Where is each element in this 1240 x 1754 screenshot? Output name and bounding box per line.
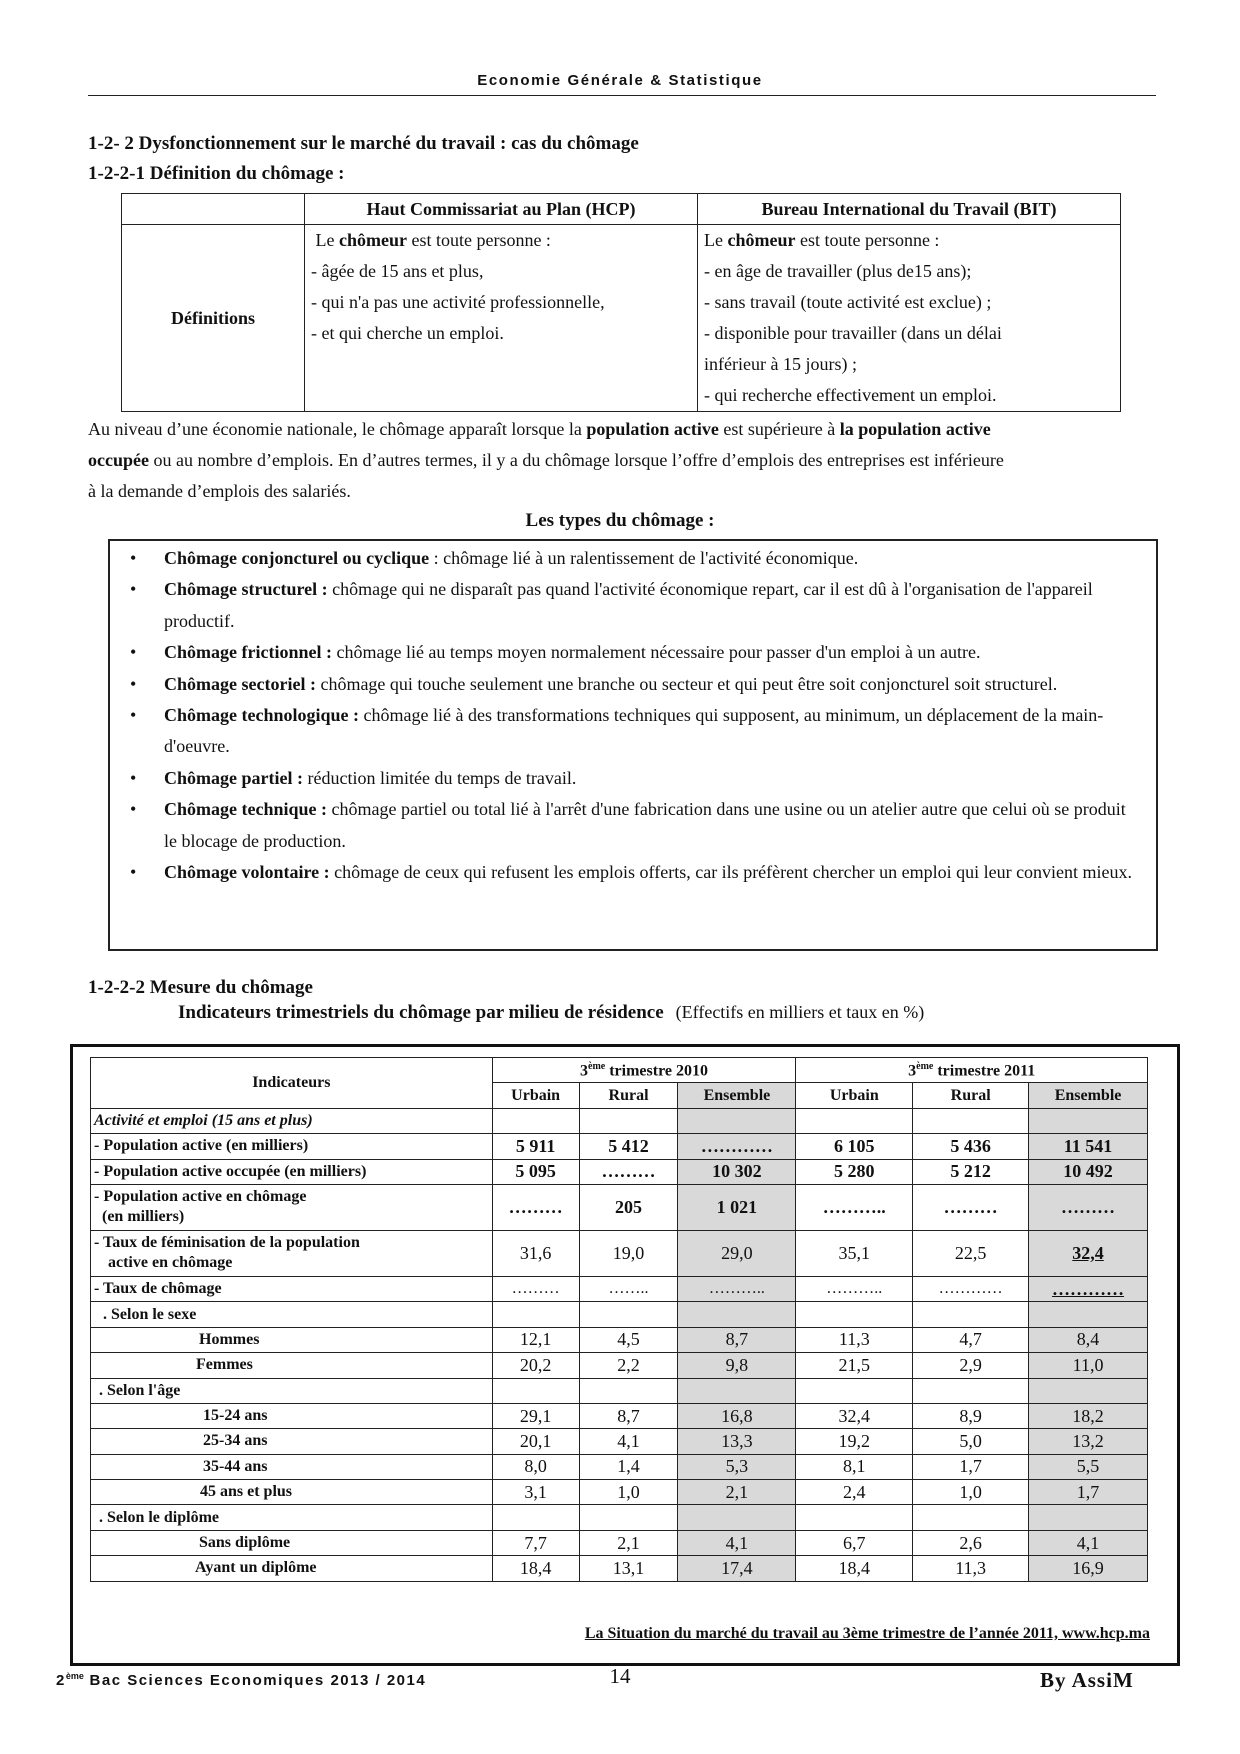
bit-line: - en âge de travailler (plus de15 ans); <box>704 261 972 281</box>
list-item: • Chômage technique : chômage partiel ou total lié à l'arrêt d'une fabrication dans une usine ou un atelier autre que celui où se produit le blocage de production. <box>130 799 1126 851</box>
table-row: . Selon le sexe <box>91 1302 1148 1327</box>
col-header-indicateurs: Indicateurs <box>91 1058 493 1109</box>
bit-line: - disponible pour travailler (dans un délai <box>704 323 1002 343</box>
table-row: . Selon l'âge <box>91 1378 1148 1403</box>
table-row: Activité et emploi (15 ans et plus) <box>91 1108 1148 1133</box>
table-row: - Population active en chômage (en milliers) ……… 205 1 021 ……….. ……… ……… <box>91 1184 1148 1230</box>
hcp-line: - et qui cherche un emploi. <box>311 323 504 343</box>
indicators-table <box>90 1057 1148 1582</box>
intro-paragraph: Au niveau d’une économie nationale, le chômage apparaît lorsque la population active est supérieure à la population active occupée ou au nombre d’emplois. En d’autres termes, il y a du chômage lorsque l’offre d’emplois des entreprises est inférieure à la demande d’emplois des salariés. <box>88 419 1004 501</box>
bit-line: inférieur à 15 jours) ; <box>704 354 857 374</box>
sub-header: Rural <box>579 1083 678 1108</box>
sub-header: Urbain <box>492 1083 579 1108</box>
col-header-hcp: Haut Commissariat au Plan (HCP) <box>305 194 698 225</box>
list-item: • Chômage structurel : chômage qui ne disparaît pas quand l'activité économique repart, car il est dû à l'organisation de l'appareil productif. <box>130 579 1093 631</box>
footer-author: By AssiM <box>1040 1668 1134 1692</box>
subsection-title: 1-2-2-1 Définition du chômage : <box>88 163 345 184</box>
footer-class-label: 2ème Bac Sciences Economiques 2013 / 2014 <box>56 1671 427 1689</box>
hcp-line: - âgée de 15 ans et plus, <box>311 261 484 281</box>
table-row: 15-24 ans 29,1 8,7 16,8 32,4 8,9 18,2 <box>91 1403 1148 1428</box>
bit-line: - qui recherche effectivement un emploi. <box>704 385 997 405</box>
sub-header: Rural <box>913 1083 1029 1108</box>
header-divider <box>88 95 1156 96</box>
list-item: • Chômage technologique : chômage lié à des transformations techniques qui supposent, au minimum, un déplacement de la main-d'oeuvre. <box>130 705 1104 757</box>
table-row: Hommes 12,1 4,5 8,7 11,3 4,7 8,4 <box>91 1327 1148 1352</box>
table-row: Femmes 20,2 2,2 9,8 21,5 2,9 11,0 <box>91 1353 1148 1378</box>
section-title: 1-2- 2 Dysfonctionnement sur le marché du travail : cas du chômage <box>88 133 639 154</box>
table-row: - Population active occupée (en milliers) 5 095 ……… 10 302 5 280 5 212 10 492 <box>91 1159 1148 1184</box>
page-header-title: Economie Générale & Statistique <box>477 72 763 89</box>
list-item: • Chômage partiel : réduction limitée du temps de travail. <box>130 767 577 788</box>
hcp-definition <box>305 225 698 412</box>
bit-line: - sans travail (toute activité est exclue) ; <box>704 292 992 312</box>
table-row: - Taux de chômage ……… …….. ……….. ……….. ………… ………… <box>91 1276 1148 1301</box>
table-row: 35-44 ans 8,0 1,4 5,3 8,1 1,7 5,5 <box>91 1454 1148 1479</box>
bit-definition <box>698 225 1121 412</box>
list-item: • Chômage conjoncturel ou cyclique : chômage lié à un ralentissement de l'activité économique. <box>130 548 859 568</box>
table-row: . Selon le diplôme <box>91 1505 1148 1530</box>
table-source: La Situation du marché du travail au 3ème trimestre de l’année 2011, www.hcp.ma <box>584 1625 1150 1642</box>
period-header-2011: 3ème trimestre 2011 <box>796 1058 1148 1083</box>
sub-header: Urbain <box>796 1083 913 1108</box>
list-item: • Chômage volontaire : chômage de ceux qui refusent les emplois offerts, car ils préfèrent chercher un emploi qui leur convient mieux. <box>130 862 1133 883</box>
definition-table <box>121 193 1121 412</box>
types-title: Les types du chômage : <box>525 510 715 531</box>
col-header-bit: Bureau International du Travail (BIT) <box>698 194 1121 225</box>
period-header-2010: 3ème trimestre 2010 <box>492 1058 796 1083</box>
table-row: Ayant un diplôme 18,4 13,1 17,4 18,4 11,3 16,9 <box>91 1556 1148 1581</box>
table-row: - Population active (en milliers) 5 911 5 412 ………… 6 105 5 436 11 541 <box>91 1134 1148 1159</box>
types-box <box>108 539 1158 951</box>
row-label-definitions: Définitions <box>122 225 305 412</box>
hcp-line: - qui n'a pas une activité professionnelle, <box>311 292 605 312</box>
sub-header: Ensemble <box>678 1083 796 1108</box>
table-row: 45 ans et plus 3,1 1,0 2,1 2,4 1,0 1,7 <box>91 1480 1148 1505</box>
measure-title: 1-2-2-2 Mesure du chômage <box>88 977 313 998</box>
list-item: • Chômage frictionnel : chômage lié au temps moyen normalement nécessaire pour passer d'un emploi à un autre. <box>130 642 981 663</box>
table-row: - Taux de féminisation de la population active en chômage 31,6 19,0 29,0 35,1 22,5 32,4 <box>91 1230 1148 1276</box>
bit-intro: Le chômeur est toute personne : <box>704 230 940 250</box>
table-row: Sans diplôme 7,7 2,1 4,1 6,7 2,6 4,1 <box>91 1530 1148 1555</box>
indicators-caption: Indicateurs trimestriels du chômage par milieu de résidence (Effectifs en milliers et taux en %) <box>178 1002 925 1023</box>
table-row: 25-34 ans 20,1 4,1 13,3 19,2 5,0 13,2 <box>91 1429 1148 1454</box>
sub-header: Ensemble <box>1029 1083 1148 1108</box>
definition-table-corner <box>122 194 305 225</box>
list-item: • Chômage sectoriel : chômage qui touche seulement une branche ou secteur et qui peut être soit conjoncturel soit structurel. <box>130 673 1058 694</box>
hcp-intro: Le chômeur est toute personne : <box>315 230 551 250</box>
types-list <box>110 541 1156 888</box>
page-number: 14 <box>609 1664 631 1688</box>
